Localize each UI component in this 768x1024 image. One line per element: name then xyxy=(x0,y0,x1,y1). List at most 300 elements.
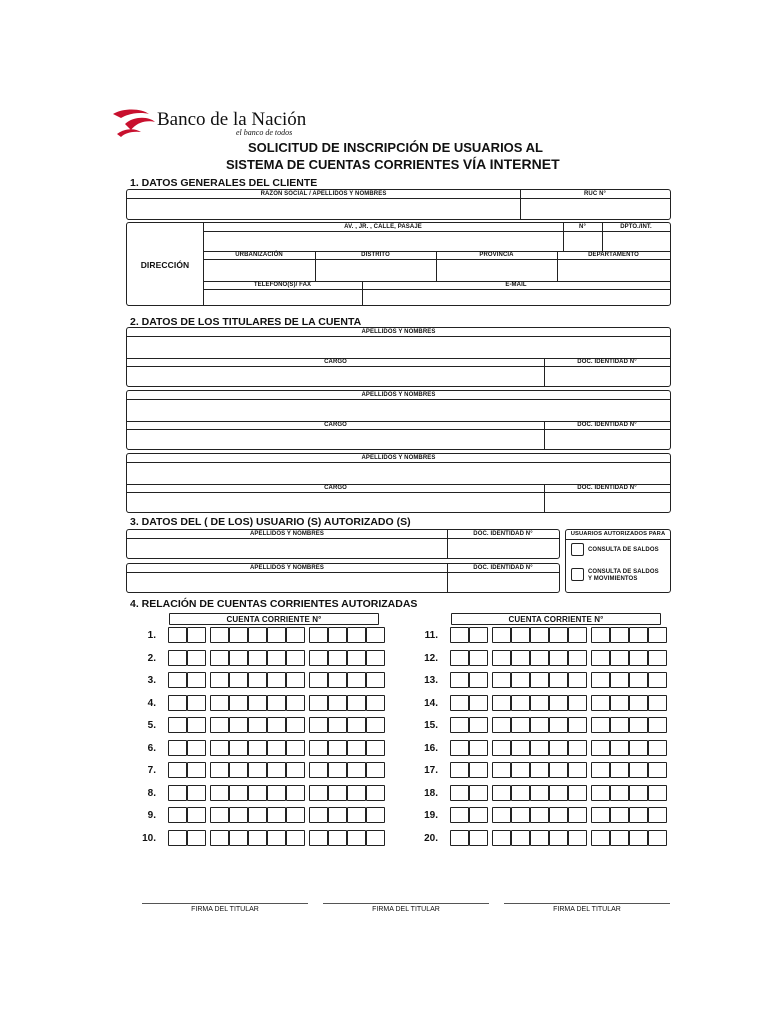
cuenta-digit-cell[interactable] xyxy=(229,695,248,711)
cuenta-digit-cell[interactable] xyxy=(469,785,488,801)
cuenta-digit-cell[interactable] xyxy=(210,740,229,756)
cuenta-digit-cell[interactable] xyxy=(328,830,347,846)
cuenta-digit-cell[interactable] xyxy=(492,762,511,778)
cuenta-digit-cell[interactable] xyxy=(511,830,530,846)
cuenta-digit-cell[interactable] xyxy=(591,830,610,846)
cuenta-digit-cell[interactable] xyxy=(629,695,648,711)
cuenta-digit-cell[interactable] xyxy=(610,627,629,643)
cuenta-digit-cell[interactable] xyxy=(366,717,385,733)
cuenta-digit-cell[interactable] xyxy=(629,650,648,666)
cuenta-digit-cell[interactable] xyxy=(591,650,610,666)
cuenta-digit-cell[interactable] xyxy=(492,807,511,823)
cuenta-digit-cell[interactable] xyxy=(187,807,206,823)
cuenta-digit-cell[interactable] xyxy=(168,807,187,823)
cuenta-digit-cell[interactable] xyxy=(366,672,385,688)
cuenta-digit-cell[interactable] xyxy=(591,740,610,756)
cuenta-digit-cell[interactable] xyxy=(366,807,385,823)
cuenta-digit-cell[interactable] xyxy=(328,807,347,823)
cuenta-digit-cell[interactable] xyxy=(610,785,629,801)
cuenta-digit-cell[interactable] xyxy=(229,807,248,823)
cuenta-digit-cell[interactable] xyxy=(629,672,648,688)
cuenta-digit-cell[interactable] xyxy=(648,740,667,756)
titular-2-box xyxy=(126,390,671,450)
cuenta-digit-cell[interactable] xyxy=(366,785,385,801)
cuenta-digit-cell[interactable] xyxy=(267,740,286,756)
email-field[interactable] xyxy=(363,290,669,305)
cuenta-digit-cell[interactable] xyxy=(328,717,347,733)
form-title-line2-emphasis: VÍA INTERNET xyxy=(462,156,560,172)
cuenta-digit-cell[interactable] xyxy=(469,717,488,733)
cuenta-digit-cell[interactable] xyxy=(248,762,267,778)
cuenta-digit-cell[interactable] xyxy=(210,695,229,711)
cuenta-digit-cell[interactable] xyxy=(549,762,568,778)
cuenta-digit-cell[interactable] xyxy=(549,627,568,643)
titular-doc-label: DOC. IDENTIDAD N° xyxy=(577,359,637,365)
cuenta-row-number: 1. xyxy=(147,630,156,641)
cuenta-digit-cell[interactable] xyxy=(568,740,587,756)
cuenta-digit-cell[interactable] xyxy=(267,627,286,643)
usuarios-autorizados-label: USUARIOS AUTORIZADOS PARA xyxy=(570,531,666,537)
cuenta-digit-cell[interactable] xyxy=(248,627,267,643)
consulta-movimientos-label-1: CONSULTA DE SALDOS xyxy=(588,569,659,575)
cuenta-digit-cell[interactable] xyxy=(187,627,206,643)
cuenta-digit-cell[interactable] xyxy=(328,740,347,756)
cuenta-digit-cell[interactable] xyxy=(568,785,587,801)
cuenta-digit-cell[interactable] xyxy=(469,830,488,846)
signature-label: FIRMA DEL TITULAR xyxy=(553,906,621,913)
section2-title: 2. DATOS DE LOS TITULARES DE LA CUENTA xyxy=(130,316,362,328)
form-title-line2 xyxy=(226,156,560,172)
cuenta-digit-cell[interactable] xyxy=(187,740,206,756)
cuenta-digit-cell[interactable] xyxy=(229,627,248,643)
cuenta-digit-cell[interactable] xyxy=(549,807,568,823)
cuenta-digit-cell[interactable] xyxy=(511,785,530,801)
cuenta-digit-cell[interactable] xyxy=(492,830,511,846)
usuario-doc-label: DOC. IDENTIDAD N° xyxy=(473,565,533,571)
cuenta-digit-cell[interactable] xyxy=(347,627,366,643)
consulta-movimientos-checkbox[interactable] xyxy=(571,568,584,581)
cuenta-digit-cell[interactable] xyxy=(549,740,568,756)
cuenta-digit-cell[interactable] xyxy=(267,785,286,801)
cuenta-digit-cell[interactable] xyxy=(309,762,328,778)
usuario-doc-label: DOC. IDENTIDAD N° xyxy=(473,531,533,537)
signature-label: FIRMA DEL TITULAR xyxy=(191,906,259,913)
usuario-2-box xyxy=(126,563,560,593)
consulta-saldos-checkbox[interactable] xyxy=(571,543,584,556)
cuenta-row-number: 15. xyxy=(424,720,438,731)
cuenta-digit-cell[interactable] xyxy=(568,650,587,666)
cuenta-digit-cell[interactable] xyxy=(187,830,206,846)
cuenta-digit-cell[interactable] xyxy=(267,830,286,846)
cuenta-digit-cell[interactable] xyxy=(248,785,267,801)
cuenta-digit-cell[interactable] xyxy=(648,717,667,733)
cuenta-digit-cell[interactable] xyxy=(568,830,587,846)
cuenta-digit-cell[interactable] xyxy=(347,807,366,823)
cuenta-digit-cell[interactable] xyxy=(610,650,629,666)
cuenta-digit-cell[interactable] xyxy=(492,695,511,711)
cuenta-row-number: 16. xyxy=(424,742,438,754)
form-title-line1: SOLICITUD DE INSCRIPCIÓN DE USUARIOS AL xyxy=(248,140,543,155)
cuenta-digit-cell[interactable] xyxy=(328,695,347,711)
cuenta-digit-cell[interactable] xyxy=(229,740,248,756)
cuenta-digit-cell[interactable] xyxy=(267,650,286,666)
cuenta-row-number: 14. xyxy=(424,697,438,709)
cuenta-digit-cell[interactable] xyxy=(248,740,267,756)
cuenta-digit-cell[interactable] xyxy=(629,785,648,801)
cuenta-digit-cell[interactable] xyxy=(187,762,206,778)
signature-line xyxy=(323,903,489,904)
titular-apellidos-label: APELLIDOS Y NOMBRES xyxy=(361,455,436,461)
cuenta-row-number: 12. xyxy=(424,652,438,664)
cuenta-digit-cell[interactable] xyxy=(450,695,469,711)
cuenta-digit-cell[interactable] xyxy=(591,785,610,801)
cuenta-digit-cell[interactable] xyxy=(511,717,530,733)
cuenta-digit-cell[interactable] xyxy=(610,740,629,756)
cuenta-digit-cell[interactable] xyxy=(591,717,610,733)
cuenta-digit-cell[interactable] xyxy=(568,695,587,711)
cuenta-row-number: 9. xyxy=(147,810,156,821)
cuenta-digit-cell[interactable] xyxy=(530,672,549,688)
cuenta-digit-cell[interactable] xyxy=(530,830,549,846)
signature-line xyxy=(504,903,670,904)
departamento-label: DEPARTAMENTO xyxy=(588,252,639,258)
cuenta-digit-cell[interactable] xyxy=(309,830,328,846)
distrito-label: DISTRITO xyxy=(361,252,390,258)
cuenta-digit-cell[interactable] xyxy=(210,830,229,846)
dpto-label: DPTO./INT. xyxy=(620,224,652,230)
cuenta-digit-cell[interactable] xyxy=(168,672,187,688)
cuenta-digit-cell[interactable] xyxy=(210,807,229,823)
signature-label: FIRMA DEL TITULAR xyxy=(372,906,440,913)
cuenta-row-number: 13. xyxy=(424,675,438,686)
cuenta-digit-cell[interactable] xyxy=(267,695,286,711)
cuenta-row-number: 17. xyxy=(424,765,438,776)
cuenta-digit-cell[interactable] xyxy=(286,740,305,756)
cuenta-digit-cell[interactable] xyxy=(187,785,206,801)
cuenta-digit-cell[interactable] xyxy=(610,830,629,846)
cuenta-digit-cell[interactable] xyxy=(511,627,530,643)
cuenta-digit-cell[interactable] xyxy=(469,627,488,643)
cuenta-digit-cell[interactable] xyxy=(549,717,568,733)
cuenta-digit-cell[interactable] xyxy=(591,695,610,711)
cuenta-digit-cell[interactable] xyxy=(229,785,248,801)
cuenta-digit-cell[interactable] xyxy=(511,762,530,778)
cuenta-digit-cell[interactable] xyxy=(309,807,328,823)
cuenta-digit-cell[interactable] xyxy=(450,650,469,666)
usuario-1-box xyxy=(126,529,560,559)
ruc-field[interactable] xyxy=(521,199,669,219)
cuenta-digit-cell[interactable] xyxy=(450,627,469,643)
consulta-saldos-label: CONSULTA DE SALDOS xyxy=(588,547,659,553)
razon-social-field[interactable] xyxy=(128,199,519,219)
cuenta-digit-cell[interactable] xyxy=(366,627,385,643)
cuenta-digit-cell[interactable] xyxy=(492,627,511,643)
cuenta-digit-cell[interactable] xyxy=(648,650,667,666)
titular-cargo-label: CARGO xyxy=(324,359,347,365)
cuenta-row-number: 10. xyxy=(142,832,156,844)
cuenta-digit-cell[interactable] xyxy=(248,807,267,823)
usuarios-autorizados-box xyxy=(565,529,671,593)
cuenta-digit-cell[interactable] xyxy=(610,762,629,778)
cuenta-digit-cell[interactable] xyxy=(530,695,549,711)
titular-3-box xyxy=(126,453,671,513)
cuenta-digit-cell[interactable] xyxy=(210,627,229,643)
cuenta-digit-cell[interactable] xyxy=(591,672,610,688)
cuenta-digit-cell[interactable] xyxy=(549,785,568,801)
address-field[interactable] xyxy=(204,232,562,250)
cuenta-digit-cell[interactable] xyxy=(549,830,568,846)
cuenta-digit-cell[interactable] xyxy=(450,785,469,801)
cuenta-digit-cell[interactable] xyxy=(328,785,347,801)
cuenta-digit-cell[interactable] xyxy=(610,672,629,688)
titular-doc-label: DOC. IDENTIDAD N° xyxy=(577,422,637,428)
cuenta-row-number: 4. xyxy=(147,697,156,709)
cuenta-digit-cell[interactable] xyxy=(530,740,549,756)
titular-cargo-label: CARGO xyxy=(324,485,347,491)
cuenta-digit-cell[interactable] xyxy=(168,762,187,778)
cuenta-digit-cell[interactable] xyxy=(568,762,587,778)
cuenta-digit-cell[interactable] xyxy=(229,762,248,778)
cuenta-digit-cell[interactable] xyxy=(511,650,530,666)
cuenta-row-number: 5. xyxy=(147,720,156,731)
cuenta-digit-cell[interactable] xyxy=(492,785,511,801)
cuenta-digit-cell[interactable] xyxy=(286,830,305,846)
cuenta-digit-cell[interactable] xyxy=(450,830,469,846)
cuenta-digit-cell[interactable] xyxy=(309,627,328,643)
cuenta-row-number: 8. xyxy=(147,787,156,799)
cuenta-row-number: 18. xyxy=(424,787,438,799)
cuenta-digit-cell[interactable] xyxy=(568,627,587,643)
cuenta-digit-cell[interactable] xyxy=(530,650,549,666)
cuenta-digit-cell[interactable] xyxy=(610,695,629,711)
cuenta-digit-cell[interactable] xyxy=(267,807,286,823)
cuenta-digit-cell[interactable] xyxy=(648,695,667,711)
cuenta-digit-cell[interactable] xyxy=(629,627,648,643)
bank-name: Banco de la Nación xyxy=(157,109,307,130)
email-label: E-MAIL xyxy=(505,282,527,288)
cuenta-digit-cell[interactable] xyxy=(530,717,549,733)
ruc-label: RUC N° xyxy=(584,191,606,197)
cuenta-digit-cell[interactable] xyxy=(187,717,206,733)
urbanizacion-label: URBANIZACIÓN xyxy=(235,252,283,258)
cuenta-digit-cell[interactable] xyxy=(648,627,667,643)
telefono-field[interactable] xyxy=(204,290,361,305)
cuenta-digit-cell[interactable] xyxy=(469,740,488,756)
cuenta-digit-cell[interactable] xyxy=(168,740,187,756)
cuenta-digit-cell[interactable] xyxy=(511,695,530,711)
cuenta-row-number: 20. xyxy=(424,832,438,844)
cuenta-digit-cell[interactable] xyxy=(530,807,549,823)
cuenta-digit-cell[interactable] xyxy=(366,740,385,756)
cuenta-digit-cell[interactable] xyxy=(286,627,305,643)
cuenta-digit-cell[interactable] xyxy=(267,672,286,688)
cuenta-digit-cell[interactable] xyxy=(248,717,267,733)
cuenta-digit-cell[interactable] xyxy=(187,672,206,688)
cuenta-digit-cell[interactable] xyxy=(187,650,206,666)
cuenta-digit-cell[interactable] xyxy=(366,830,385,846)
cuenta-digit-cell[interactable] xyxy=(309,672,328,688)
cuenta-digit-cell[interactable] xyxy=(347,650,366,666)
provincia-label: PROVINCIA xyxy=(479,252,514,258)
cuenta-digit-cell[interactable] xyxy=(328,627,347,643)
cuenta-digit-cell[interactable] xyxy=(347,762,366,778)
cuenta-row-number: 2. xyxy=(147,652,156,664)
cuenta-digit-cell[interactable] xyxy=(450,717,469,733)
cuenta-digit-cell[interactable] xyxy=(248,650,267,666)
cuenta-digit-cell[interactable] xyxy=(648,672,667,688)
cuenta-header-right xyxy=(451,613,661,625)
cuenta-digit-cell[interactable] xyxy=(309,740,328,756)
cuenta-digit-cell[interactable] xyxy=(347,672,366,688)
cuenta-digit-cell[interactable] xyxy=(229,717,248,733)
cuenta-row-number: 11. xyxy=(424,630,438,641)
cuenta-digit-cell[interactable] xyxy=(286,672,305,688)
cuenta-digit-cell[interactable] xyxy=(591,807,610,823)
cuenta-digit-cell[interactable] xyxy=(591,762,610,778)
cuenta-digit-cell[interactable] xyxy=(629,717,648,733)
cuenta-digit-cell[interactable] xyxy=(286,650,305,666)
cuenta-digit-cell[interactable] xyxy=(648,785,667,801)
cuenta-digit-cell[interactable] xyxy=(469,807,488,823)
cuenta-digit-cell[interactable] xyxy=(248,672,267,688)
cuenta-digit-cell[interactable] xyxy=(286,695,305,711)
cuenta-digit-cell[interactable] xyxy=(347,717,366,733)
cuenta-digit-cell[interactable] xyxy=(210,785,229,801)
cuenta-digit-cell[interactable] xyxy=(648,762,667,778)
cuenta-digit-cell[interactable] xyxy=(469,695,488,711)
direccion-box xyxy=(126,222,671,306)
cuenta-digit-cell[interactable] xyxy=(511,672,530,688)
cuenta-digit-cell[interactable] xyxy=(366,650,385,666)
cuenta-digit-cell[interactable] xyxy=(328,762,347,778)
cuenta-row-number: 19. xyxy=(424,810,438,821)
cuenta-row-number: 7. xyxy=(147,765,156,776)
section1-title: 1. DATOS GENERALES DEL CLIENTE xyxy=(130,177,318,189)
cuenta-row-number: 3. xyxy=(147,675,156,686)
cuenta-digit-cell[interactable] xyxy=(629,830,648,846)
cuenta-digit-cell[interactable] xyxy=(511,740,530,756)
cuenta-digit-cell[interactable] xyxy=(286,717,305,733)
razon-social-label: RAZÓN SOCIAL / APELLIDOS Y NOMBRES xyxy=(260,191,387,197)
cuenta-digit-cell[interactable] xyxy=(568,807,587,823)
cuenta-digit-cell[interactable] xyxy=(568,672,587,688)
cuenta-digit-cell[interactable] xyxy=(549,650,568,666)
cuenta-digit-cell[interactable] xyxy=(450,740,469,756)
titular-1-box xyxy=(126,327,671,387)
cuenta-digit-cell[interactable] xyxy=(492,650,511,666)
cuenta-digit-cell[interactable] xyxy=(286,807,305,823)
consulta-movimientos-label-2: Y MOVIMIENTOS xyxy=(588,576,638,582)
cuenta-digit-cell[interactable] xyxy=(347,740,366,756)
section4-title: 4. RELACIÓN DE CUENTAS CORRIENTES AUTORIZADAS xyxy=(130,598,418,610)
cuenta-digit-cell[interactable] xyxy=(549,695,568,711)
cuenta-digit-cell[interactable] xyxy=(450,672,469,688)
cuenta-digit-cell[interactable] xyxy=(210,650,229,666)
cuenta-digit-cell[interactable] xyxy=(328,650,347,666)
cuenta-digit-cell[interactable] xyxy=(469,650,488,666)
cuenta-digit-cell[interactable] xyxy=(610,717,629,733)
titular-apellidos-label: APELLIDOS Y NOMBRES xyxy=(361,329,436,335)
cuenta-digit-cell[interactable] xyxy=(610,807,629,823)
cuenta-digit-cell[interactable] xyxy=(530,627,549,643)
cuenta-digit-cell[interactable] xyxy=(168,650,187,666)
nro-label: N° xyxy=(579,224,586,230)
cuenta-digit-cell[interactable] xyxy=(629,762,648,778)
form-title-line2-text: SISTEMA DE CUENTAS CORRIENTES xyxy=(226,157,460,172)
cuenta-header-label: CUENTA CORRIENTE N° xyxy=(508,615,604,624)
cuenta-digit-cell[interactable] xyxy=(210,717,229,733)
usuario-apellidos-label: APELLIDOS Y NOMBRES xyxy=(249,531,325,537)
cuenta-header-label: CUENTA CORRIENTE N° xyxy=(226,615,322,624)
cuenta-digit-cell[interactable] xyxy=(309,695,328,711)
cuenta-row-number: 6. xyxy=(147,742,156,754)
av-label: AV. , JR. , CALLE, PASAJE xyxy=(344,224,422,230)
cuenta-digit-cell[interactable] xyxy=(530,785,549,801)
cuenta-digit-cell[interactable] xyxy=(492,717,511,733)
cuenta-digit-cell[interactable] xyxy=(229,650,248,666)
cuenta-digit-cell[interactable] xyxy=(530,762,549,778)
cuenta-header-left xyxy=(169,613,379,625)
cuenta-digit-cell[interactable] xyxy=(568,717,587,733)
cuenta-digit-cell[interactable] xyxy=(229,672,248,688)
cuenta-digit-cell[interactable] xyxy=(492,740,511,756)
cuenta-digit-cell[interactable] xyxy=(286,785,305,801)
cuenta-digit-cell[interactable] xyxy=(210,762,229,778)
cuenta-digit-cell[interactable] xyxy=(187,695,206,711)
cuenta-digit-cell[interactable] xyxy=(229,830,248,846)
cuenta-digit-cell[interactable] xyxy=(309,717,328,733)
cuenta-digit-cell[interactable] xyxy=(366,695,385,711)
cuenta-digit-cell[interactable] xyxy=(267,762,286,778)
cuenta-digit-cell[interactable] xyxy=(248,830,267,846)
cuenta-digit-cell[interactable] xyxy=(549,672,568,688)
cuenta-digit-cell[interactable] xyxy=(168,830,187,846)
cuenta-digit-cell[interactable] xyxy=(492,672,511,688)
telefono-label: TELEFONO(S)/ FAX xyxy=(253,282,312,288)
signature-line xyxy=(142,903,308,904)
cuenta-digit-cell[interactable] xyxy=(309,650,328,666)
direccion-label: DIRECCIÓN xyxy=(140,260,190,270)
cuenta-digit-cell[interactable] xyxy=(450,762,469,778)
cuenta-digit-cell[interactable] xyxy=(648,830,667,846)
cuenta-digit-cell[interactable] xyxy=(286,762,305,778)
cuenta-digit-cell[interactable] xyxy=(168,785,187,801)
cuenta-digit-cell[interactable] xyxy=(347,830,366,846)
cuenta-digit-cell[interactable] xyxy=(366,762,385,778)
cuenta-digit-cell[interactable] xyxy=(328,672,347,688)
cuenta-digit-cell[interactable] xyxy=(629,740,648,756)
cuenta-digit-cell[interactable] xyxy=(210,672,229,688)
cuenta-digit-cell[interactable] xyxy=(168,717,187,733)
cuenta-digit-cell[interactable] xyxy=(347,785,366,801)
cuenta-digit-cell[interactable] xyxy=(450,807,469,823)
section3-title: 3. DATOS DEL ( DE LOS) USUARIO (S) AUTORIZADO (S) xyxy=(130,516,411,528)
cuenta-digit-cell[interactable] xyxy=(648,807,667,823)
cuenta-digit-cell[interactable] xyxy=(309,785,328,801)
cuenta-digit-cell[interactable] xyxy=(629,807,648,823)
cuenta-digit-cell[interactable] xyxy=(591,627,610,643)
cuenta-digit-cell[interactable] xyxy=(267,717,286,733)
cuenta-digit-cell[interactable] xyxy=(168,627,187,643)
cuenta-digit-cell[interactable] xyxy=(168,695,187,711)
titular-cargo-label: CARGO xyxy=(324,422,347,428)
cuenta-digit-cell[interactable] xyxy=(469,762,488,778)
cuenta-digit-cell[interactable] xyxy=(347,695,366,711)
cuenta-digit-cell[interactable] xyxy=(248,695,267,711)
cuenta-digit-cell[interactable] xyxy=(511,807,530,823)
cuenta-digit-cell[interactable] xyxy=(469,672,488,688)
bank-tagline: el banco de todos xyxy=(236,128,293,137)
